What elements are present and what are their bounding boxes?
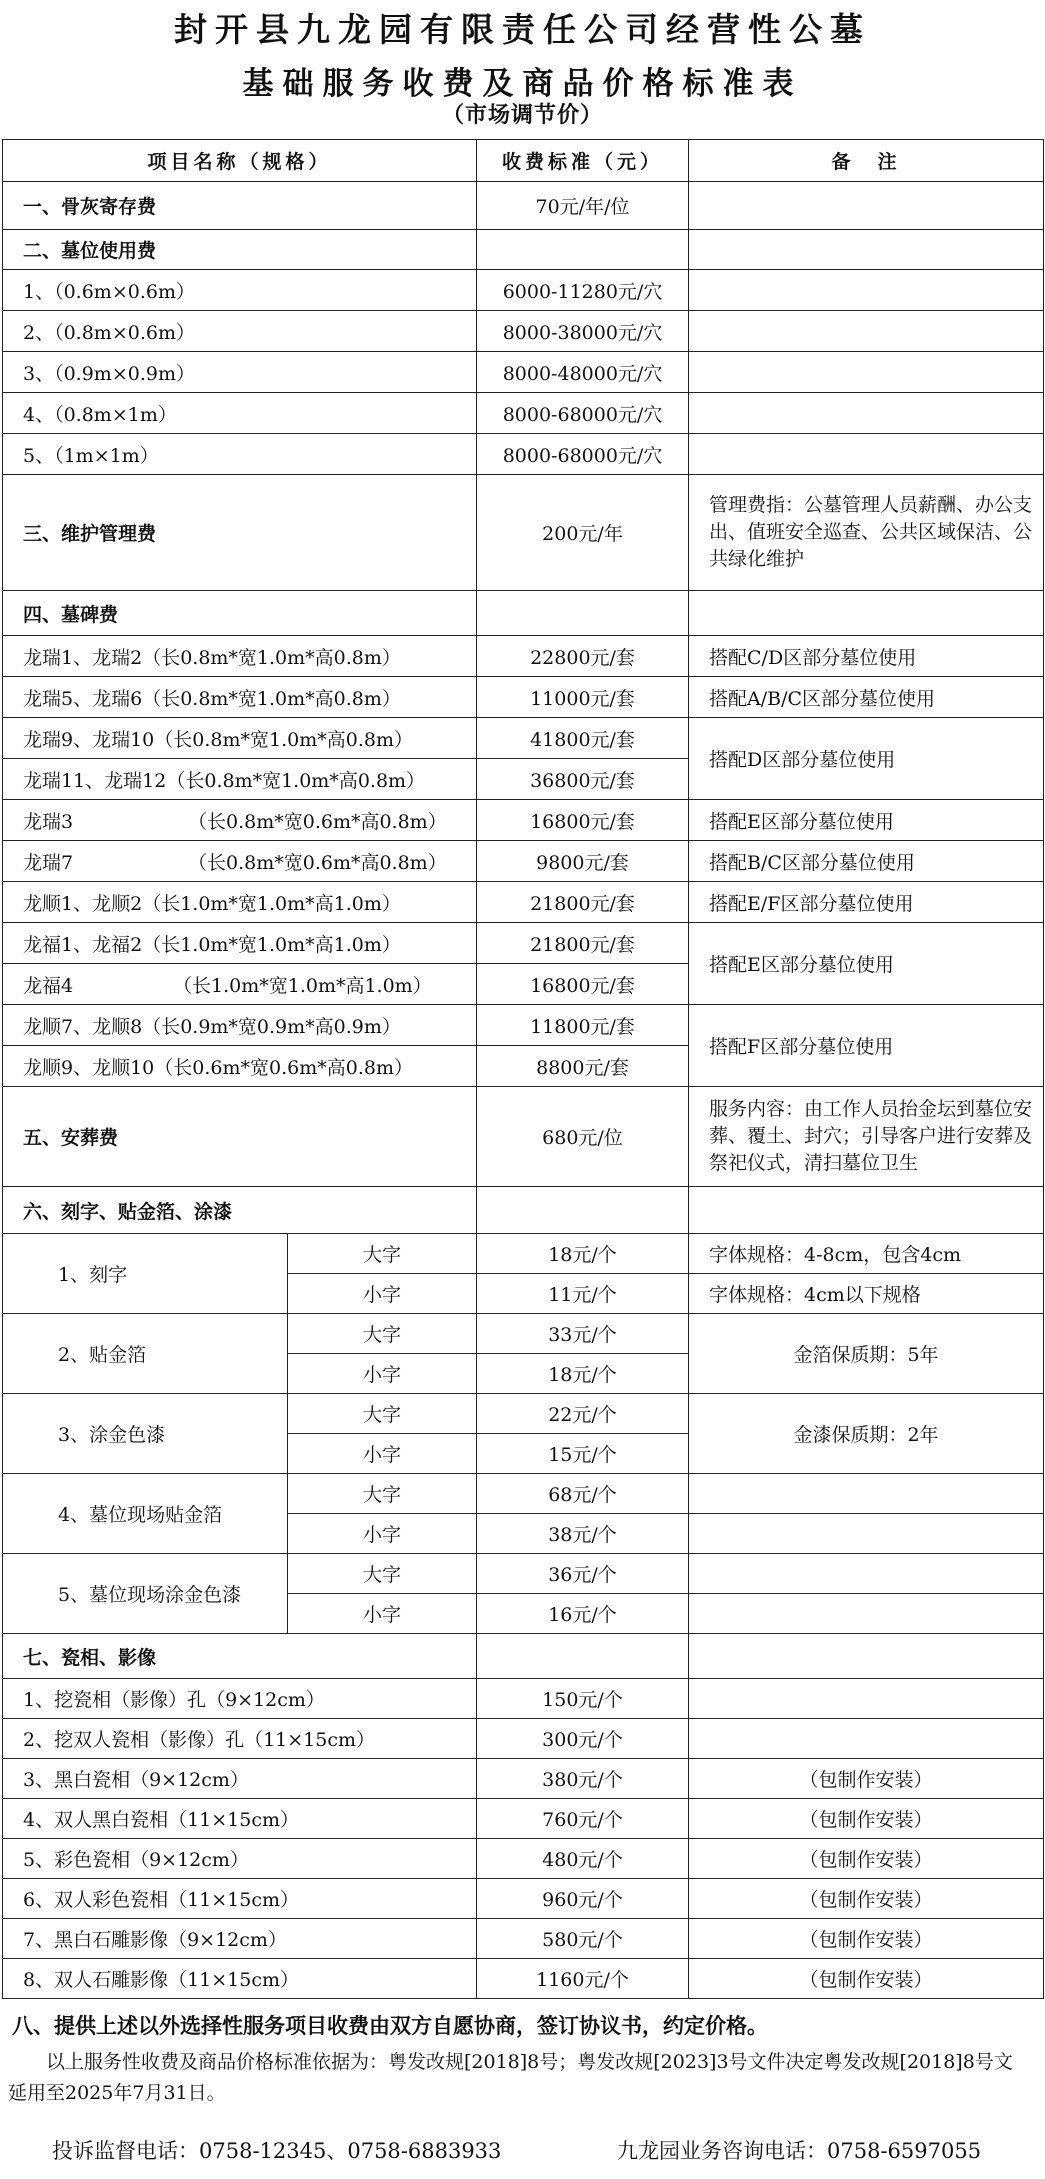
tombstone-model: 龙瑞9、龙瑞10（长0.8m*宽1.0m*高0.8m） — [3, 718, 477, 759]
size-label: 大字 — [288, 1474, 477, 1514]
item-label: 1、挖瓷相（影像）孔（9×12cm） — [3, 1679, 477, 1719]
table-row — [3, 1234, 1044, 1274]
remark-cell: 搭配D区部分墓位使用 — [689, 718, 1044, 800]
subitem-label: 2、贴金箔 — [3, 1314, 288, 1394]
table-row — [3, 1839, 1044, 1879]
remark-cell: 搭配E区部分墓位使用 — [689, 800, 1044, 841]
complaint-hotline: 投诉监督电话：0758-12345、0758-6883933 — [52, 2139, 502, 2163]
price-cell: 11元/个 — [477, 1274, 689, 1314]
item-label: 4、（0.8m×1m） — [3, 393, 477, 434]
table-row — [3, 1005, 1044, 1046]
price-cell: 16800元/套 — [477, 800, 689, 841]
price-cell: 16800元/套 — [477, 964, 689, 1005]
table-row — [3, 677, 1044, 718]
price-cell: 21800元/套 — [477, 882, 689, 923]
remark-cell: 搭配C/D区部分墓位使用 — [689, 636, 1044, 677]
table-row — [3, 800, 1044, 841]
table-row — [3, 1087, 1044, 1187]
section-label: 七、瓷相、影像 — [3, 1634, 477, 1679]
size-label: 大字 — [288, 1394, 477, 1434]
price-cell: 21800元/套 — [477, 923, 689, 964]
tombstone-model: 龙瑞3 （长0.8m*宽0.6m*高0.8m） — [3, 800, 477, 841]
price-cell: 11800元/套 — [477, 1005, 689, 1046]
remark-cell: 字体规格：4-8cm，包含4cm — [689, 1234, 1044, 1274]
tombstone-model: 龙顺7、龙顺8（长0.9m*宽0.9m*高0.9m） — [3, 1005, 477, 1046]
price-cell: 8000-48000元/穴 — [477, 352, 689, 393]
remark-cell: （包制作安装） — [689, 1919, 1044, 1959]
remark-cell: 搭配E区部分墓位使用 — [689, 923, 1044, 1005]
remark-cell: 搭配B/C区部分墓位使用 — [689, 841, 1044, 882]
table-row — [3, 718, 1044, 759]
price-cell: 760元/个 — [477, 1799, 689, 1839]
table-row — [3, 923, 1044, 964]
remark-cell — [689, 182, 1044, 230]
size-label: 小字 — [288, 1354, 477, 1394]
price-cell: 580元/个 — [477, 1919, 689, 1959]
price-type-note: （市场调节价） — [441, 103, 603, 128]
price-cell: 22元/个 — [477, 1394, 689, 1434]
price-cell: 70元/年/位 — [477, 182, 689, 230]
size-label: 大字 — [288, 1314, 477, 1354]
table-row — [3, 1679, 1044, 1719]
price-cell: 36元/个 — [477, 1554, 689, 1594]
table-row — [3, 841, 1044, 882]
tombstone-model: 龙瑞1、龙瑞2（长0.8m*宽1.0m*高0.8m） — [3, 636, 477, 677]
price-cell: 22800元/套 — [477, 636, 689, 677]
price-cell: 16元/个 — [477, 1594, 689, 1634]
table-row — [3, 311, 1044, 352]
item-label: 2、（0.8m×0.6m） — [3, 311, 477, 352]
subitem-label: 1、刻字 — [3, 1234, 288, 1314]
price-cell: 18元/个 — [477, 1234, 689, 1274]
document-title: 封开县九龙园有限责任公司经营性公墓 — [174, 10, 871, 49]
remark-cell: （包制作安装） — [689, 1799, 1044, 1839]
item-label: 8、双人石雕影像（11×15cm） — [3, 1959, 477, 1999]
table-row — [3, 1759, 1044, 1799]
header-price: 收费标准（元） — [477, 140, 689, 182]
remark-cell: 搭配F区部分墓位使用 — [689, 1005, 1044, 1087]
price-cell: 36800元/套 — [477, 759, 689, 800]
tombstone-model: 龙瑞7 （长0.8m*宽0.6m*高0.8m） — [3, 841, 477, 882]
price-cell: 8000-38000元/穴 — [477, 311, 689, 352]
price-cell: 300元/个 — [477, 1719, 689, 1759]
tombstone-model: 龙福4 （长1.0m*宽1.0m*高1.0m） — [3, 964, 477, 1005]
price-cell: 38元/个 — [477, 1514, 689, 1554]
document-subtitle: 基础服务收费及商品价格标准表 — [242, 66, 803, 102]
remark-cell: 服务内容：由工作人员抬金坛到墓位安葬、覆土、封穴；引导客户进行安葬及祭祀仪式，清扫墓位卫生 — [689, 1087, 1044, 1187]
subitem-label: 4、墓位现场贴金箔 — [3, 1474, 288, 1554]
price-cell: 11000元/套 — [477, 677, 689, 718]
header-item-name: 项目名称（规格） — [3, 140, 477, 182]
price-cell: 960元/个 — [477, 1879, 689, 1919]
tombstone-model: 龙瑞5、龙瑞6（长0.8m*宽1.0m*高0.8m） — [3, 677, 477, 718]
table-row — [3, 230, 1044, 270]
item-label: 5、（1m×1m） — [3, 434, 477, 475]
table-row — [3, 393, 1044, 434]
item-label: 3、黑白瓷相（9×12cm） — [3, 1759, 477, 1799]
item-label: 1、（0.6m×0.6m） — [3, 270, 477, 311]
remark-cell: （包制作安装） — [689, 1879, 1044, 1919]
remark-cell: 管理费指：公墓管理人员薪酬、办公支出、值班安全巡查、公共区域保洁、公共绿化维护 — [689, 475, 1044, 591]
price-cell: 150元/个 — [477, 1679, 689, 1719]
tombstone-model: 龙顺9、龙顺10（长0.6m*宽0.6m*高0.8m） — [3, 1046, 477, 1087]
table-row — [3, 182, 1044, 230]
item-label: 6、双人彩色瓷相（11×15cm） — [3, 1879, 477, 1919]
table-row — [3, 1314, 1044, 1354]
remark-cell: （包制作安装） — [689, 1759, 1044, 1799]
section-label: 五、安葬费 — [3, 1087, 477, 1187]
item-label: 2、挖双人瓷相（影像）孔（11×15cm） — [3, 1719, 477, 1759]
remark-cell: 搭配A/B/C区部分墓位使用 — [689, 677, 1044, 718]
remark-cell — [689, 1719, 1044, 1759]
section-label: 三、维护管理费 — [3, 475, 477, 591]
price-cell: 1160元/个 — [477, 1959, 689, 1999]
table-row — [3, 475, 1044, 591]
remark-cell: （包制作安装） — [689, 1959, 1044, 1999]
table-row — [3, 1799, 1044, 1839]
price-cell: 18元/个 — [477, 1354, 689, 1394]
remark-cell — [689, 1679, 1044, 1719]
item-label: 4、双人黑白瓷相（11×15cm） — [3, 1799, 477, 1839]
item-label: 3、（0.9m×0.9m） — [3, 352, 477, 393]
price-cell: 9800元/套 — [477, 841, 689, 882]
price-cell: 8000-68000元/穴 — [477, 434, 689, 475]
size-label: 大字 — [288, 1234, 477, 1274]
remark-cell: 金漆保质期：2年 — [689, 1394, 1044, 1474]
section-label: 六、刻字、贴金箔、涂漆 — [3, 1187, 477, 1234]
table-row — [3, 1634, 1044, 1679]
table-row — [3, 882, 1044, 923]
table-row — [3, 591, 1044, 636]
table-row — [3, 1719, 1044, 1759]
pricing-basis-note: 以上服务性收费及商品价格标准依据为：粤发改规[2018]8号；粤发改规[2023]3号文件决定粤发改规[2018]8号文延用至2025年7月31日。 — [8, 2051, 1013, 2104]
size-label: 小字 — [288, 1514, 477, 1554]
section-label: 二、墓位使用费 — [3, 230, 477, 270]
section-label: 四、墓碑费 — [3, 591, 477, 636]
header-remarks: 备 注 — [689, 140, 1044, 182]
size-label: 小字 — [288, 1274, 477, 1314]
remark-cell: 字体规格：4cm以下规格 — [689, 1274, 1044, 1314]
price-cell: 380元/个 — [477, 1759, 689, 1799]
item-label: 7、黑白石雕影像（9×12cm） — [3, 1919, 477, 1959]
price-cell: 15元/个 — [477, 1434, 689, 1474]
table-row — [3, 1879, 1044, 1919]
fee-table — [2, 139, 1044, 1999]
price-cell: 41800元/套 — [477, 718, 689, 759]
item-label: 5、彩色瓷相（9×12cm） — [3, 1839, 477, 1879]
remark-cell: 搭配E/F区部分墓位使用 — [689, 882, 1044, 923]
size-label: 小字 — [288, 1594, 477, 1634]
price-cell: 8800元/套 — [477, 1046, 689, 1087]
tombstone-model: 龙顺1、龙顺2（长1.0m*宽1.0m*高1.0m） — [3, 882, 477, 923]
price-cell: 480元/个 — [477, 1839, 689, 1879]
remark-cell: （包制作安装） — [689, 1839, 1044, 1879]
consult-hotline: 九龙园业务咨询电话：0758-6597055 — [617, 2139, 982, 2163]
table-row — [3, 1919, 1044, 1959]
price-cell: 6000-11280元/穴 — [477, 270, 689, 311]
tombstone-model: 龙瑞11、龙瑞12（长0.8m*宽1.0m*高0.8m） — [3, 759, 477, 800]
subitem-label: 3、涂金色漆 — [3, 1394, 288, 1474]
table-row — [3, 1474, 1044, 1514]
table-row — [3, 270, 1044, 311]
price-cell: 33元/个 — [477, 1314, 689, 1354]
table-row — [3, 1959, 1044, 1999]
section-8-note: 八、提供上述以外选择性服务项目收费由双方自愿协商，签订协议书，约定价格。 — [12, 2014, 768, 2038]
table-row — [3, 434, 1044, 475]
tombstone-model: 龙福1、龙福2（长1.0m*宽1.0m*高1.0m） — [3, 923, 477, 964]
price-cell: 200元/年 — [477, 475, 689, 591]
table-row — [3, 1394, 1044, 1434]
table-header-row — [3, 140, 1044, 182]
table-row — [3, 1554, 1044, 1594]
price-cell: 68元/个 — [477, 1474, 689, 1514]
remark-cell: 金箔保质期：5年 — [689, 1314, 1044, 1394]
table-row — [3, 352, 1044, 393]
table-row — [3, 1187, 1044, 1234]
price-cell: 8000-68000元/穴 — [477, 393, 689, 434]
price-cell: 680元/位 — [477, 1087, 689, 1187]
section-label: 一、骨灰寄存费 — [3, 182, 477, 230]
table-row — [3, 636, 1044, 677]
size-label: 小字 — [288, 1434, 477, 1474]
subitem-label: 5、墓位现场涂金色漆 — [3, 1554, 288, 1634]
size-label: 大字 — [288, 1554, 477, 1594]
